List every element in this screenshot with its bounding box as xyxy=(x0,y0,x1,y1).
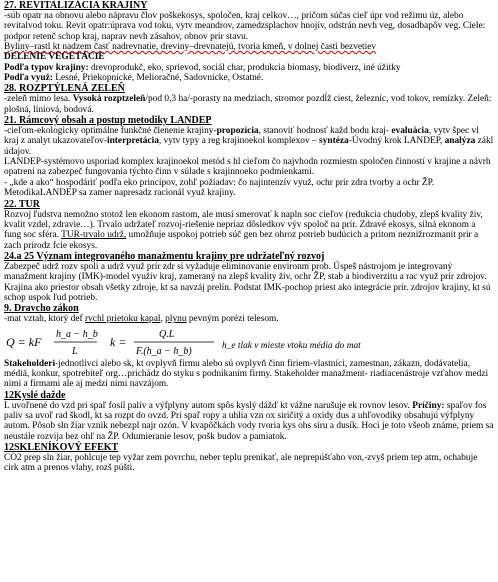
text-span: drevoprodukč, eko, sprievod, sociál char, produkcia biomasy, biodiverz, iné úžitky xyxy=(88,62,401,73)
text-span: , vytv špec vl kraj z analyt ukazovateľov- xyxy=(4,126,479,147)
text-span: - xyxy=(348,136,352,147)
section-heading-22: 22. TUR xyxy=(4,198,40,210)
text-span: Úvodný krok LANDEP, xyxy=(351,136,443,147)
text-span: Vysoká rozptzeleň xyxy=(72,94,146,105)
paragraph-21-1 xyxy=(4,126,494,157)
text-span: umožňuje uspokoj potrieb súč gen bez ohroz potrieb budúcich a pritom neznižrozmanit prír a zach prírodz fcie ekosys. xyxy=(4,230,479,251)
text-span: L uvoľnené do vzd pri spaľ fosíl palív a výfplyny autom spôs kyslý dážď kt vážne narušuje ek rovnov lesov. xyxy=(4,400,413,411)
text-span: Rozvoj ľudstva nemožno stotož len ekonom rastom, ale musí smerovať k napln soc cieľov (redukcia chudoby, zlepš kvality živ, kvalit vzdel, zdravie…). Trvalo udržateľ rozvoj-riešenie nepriaz dôsledkov výv spoloč na prír. Zdravé ekosys, silná ekonom a fung soc sféra. xyxy=(4,209,483,241)
paragraph-21-5: - „kde a ako“ hospodáriť podľa eko princípov, zohľ požiadav: čo najintenzív využ, ochr prír zdra tvorby a ochr ŽP. MetodikaLANDEP sa zamer napresadz racionál využ krajiny. xyxy=(4,177,435,199)
text-span: Byliny–rastl kt nadzem časť nadrevnatie, dreviny–drevnatejú, tvoria kmeň, v dolnej časti bezvetiev xyxy=(4,42,377,53)
text-span: -cieľom-ekologicky optimálne funkčné členenie krajiny- xyxy=(4,126,217,137)
text-span: TUR-trvalo udrž, xyxy=(61,230,127,241)
section-heading-12b: 12SKLENÍKOVÝ EFEKT xyxy=(4,442,119,453)
section-heading-28: 28. ROZPTÝLENÁ ZELEŇ xyxy=(4,83,125,95)
paragraph-27-4 xyxy=(4,63,494,73)
subheading-delenie: DELENIE VEGETÁCIE xyxy=(4,52,105,63)
paragraph-22-1 xyxy=(4,210,494,251)
text-span: interpretácia xyxy=(106,136,159,147)
text-span: Príčiny: xyxy=(412,400,445,411)
section-heading-21: 21. Rámcový obsah a postup metodiky LANDEP xyxy=(4,115,212,127)
paragraph-9-1 xyxy=(4,314,494,324)
paragraph-27-5 xyxy=(4,73,494,83)
paragraph-12b-1: CO2 prep sln žiar, pohlcuje tep vyžar zem povrchu, neber teplu prenikať, ale neprepúšťaho von,-zvyš priem tep atm, ochabuje cirk atm a prenos vlahy, rozš púšti. xyxy=(4,453,478,474)
text-span: -zeleň mimo lesa. xyxy=(4,94,73,105)
text-span: propozícia xyxy=(216,126,259,137)
text-span: /pod 0,3 ha/-porasty na medziach, stromor pozdĺž ciest, železníc, vod tokov, remízky. Zeleň: plošná, líniová, bodová. xyxy=(4,94,492,115)
formula-k: k = xyxy=(110,334,127,349)
formula-den1: L xyxy=(72,345,78,357)
paragraph-27-1: -súb opatr na obnovu alebo nápravu člov poškekosys, spoločen, kraj celkov…, pričom súčas cieľ úpr vod režimu úz, alebo revitalvod toku. Revit opatr:úprava vod toku, vytv meandrov, zamedzsplachov hnojív, odstrán nevh veg, dosadbapôv veg. Ciele: podpor retenč schop kraj, naprav nevh zásahov, obnov prír stavu. xyxy=(4,11,486,42)
paragraph-24-1: Zabezpeč udrž rozv spoli a udrž využ prír zdr si vyžaduje eliminovanie environm prob. Úspeš nástrojom je integrovaný manažment krajiny (IMK)-model využív kraj, zameraný na zlepš kvality živ, ochr ŽP, stab a biodiverzitu a rac využ prír zdrojov. Krajina ako priestor obsah všetky zdroje, kt sa navzáj prelín. Podstat IMK-pochop priest ako integrácie prír. zdrojov krajiny, kt sú schop uspok ľud potrieb. xyxy=(4,261,491,303)
text-span: zákl údajov. xyxy=(4,136,494,157)
formula-num1: h_a − h_b xyxy=(56,328,98,340)
text-span: , xyxy=(160,314,166,325)
section-heading-12a: 12Kyslé dažde xyxy=(4,389,66,401)
formula-lhs: Q = kF xyxy=(6,334,42,349)
paragraph-9-2 xyxy=(4,359,494,390)
text-span: Podľa typov krajiny: xyxy=(4,62,89,73)
text-span: evaluácia xyxy=(391,126,429,137)
text-span: plynu xyxy=(165,314,187,325)
section-heading-24: 24.a 25 Význam integrovaného manažmentu krajiny pre udržateľný rozvoj xyxy=(4,250,325,262)
text-span: Stakeholderi xyxy=(4,358,56,369)
text-span: -jednotlivci alebo sk, kt ovplyvň firmu alebo sú ovplyvň činn firiem-vlastníci, zamestnan, zákazn, dodávatelia, médiá, konkur, spotrebiteľ org…prichádz do styku s podnikaním firmy. Stakeholder manažment- riadiacenástroje vzťahov medzi nimi a firmami ale aj medzi nimi navzájom. xyxy=(4,358,489,390)
text-span: Podľa využ: xyxy=(4,73,53,84)
text-span: , stanoviť hodnosť každ bodu kraj- xyxy=(258,126,389,137)
paragraph-12a-1 xyxy=(4,401,494,442)
paragraph-21-4: LANDEP-systémovo usporiad komplex krajinoekol metód s hl cieľom čo najvhodn rozmiestn spoločen činností v krajine a návrh opatrení na zabezpeč fungovania týchto činn v súlade s krajinnoeko podmienkami. xyxy=(4,157,491,178)
text-span: -mat vztah, ktorý def xyxy=(4,314,85,325)
darcy-formula xyxy=(4,326,494,358)
text-span: analýza xyxy=(442,136,476,147)
paragraph-27-2 xyxy=(4,42,494,52)
text-span: , vytv typy a reg krajinoekol komplexov – xyxy=(158,136,320,147)
section-heading-27: 27. REVITALIZÁCIA KRAJINY xyxy=(4,0,148,11)
formula-num2: Q.L xyxy=(159,328,175,340)
text-span: Lesné, Priekopnícke, Melioračné, Sadovnícke, Ostatné. xyxy=(52,73,264,84)
section-heading-9: 9. Dravcho zákon xyxy=(4,303,79,315)
text-span: syntéza xyxy=(319,136,349,147)
paragraph-28-1 xyxy=(4,94,494,115)
formula-den2: F.(h_a − h_b) xyxy=(136,345,192,357)
text-span: pevným porézi telesom. xyxy=(186,314,279,325)
text-span: spaľov fos palív sa uvoľ rad škodl, kt sa rozpt do ovzd. Pri spaľ ropy a uhlia vzn ox siričitý a oxidy dus a uhľovodíky obsahujú výfplyny autom. Pôsob sln žiar vznik nebezpl najr ozón. V kvapôčkách vody tvoria kys ohs siru a dusík. Hoci je toto všeob známe, priem sa neustále rozvija bez ohľ na ŽP. Odumieranie lesov, pošk budov a pamiatok. xyxy=(4,400,494,442)
formula-graphic xyxy=(4,326,494,358)
formula-tail: h_e tlak v mieste vtoku média do mat xyxy=(222,340,361,351)
text-span: rvchl prietoku kapal xyxy=(84,314,161,325)
